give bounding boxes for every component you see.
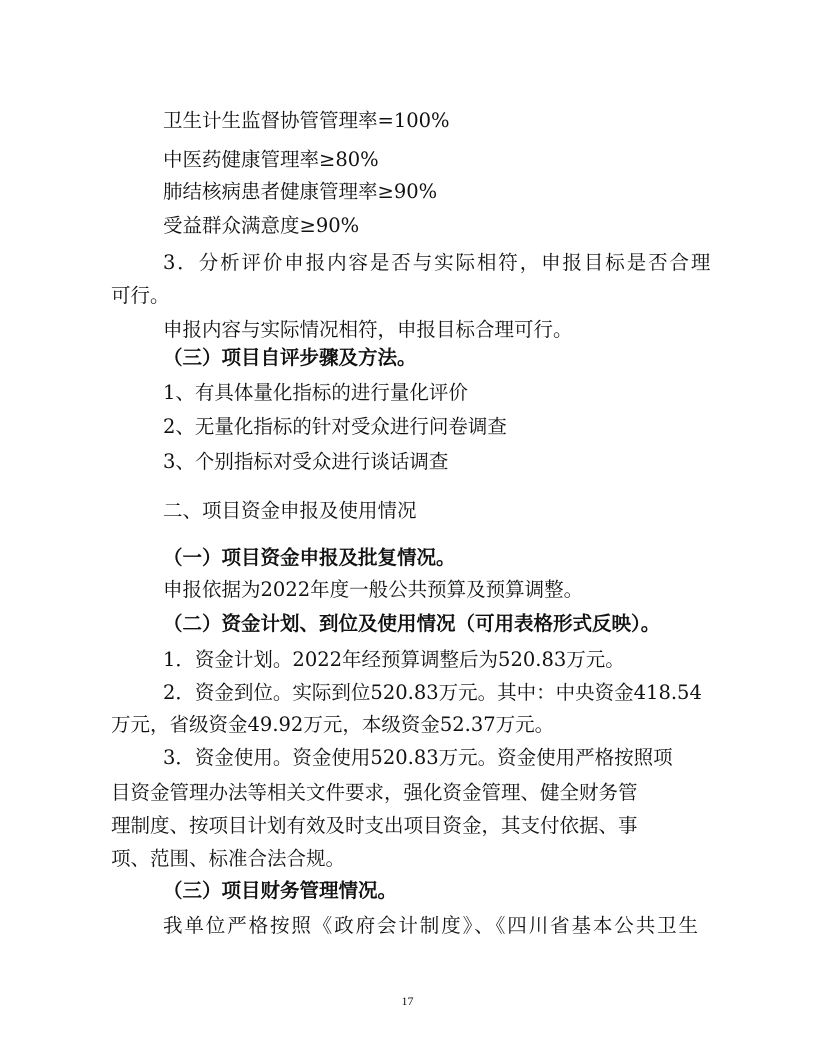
- text-line: 1．资金计划。2022年经预算调整后为520.83万元。: [163, 648, 625, 671]
- text-line: 中医药健康管理率≥80%: [163, 148, 379, 171]
- text-line: 受益群众满意度≥90%: [163, 214, 360, 237]
- text-line: 2．资金到位。实际到位520.83万元。其中：中央资金418.54: [163, 681, 702, 704]
- text-line: 3、个别指标对受众进行谈话调查: [163, 450, 449, 473]
- text-line: 肺结核病患者健康管理率≥90%: [163, 180, 438, 203]
- text-line: 理制度、按项目计划有效及时支出项目资金，其支付依据、事: [111, 814, 638, 837]
- page-number: 17: [401, 994, 414, 1008]
- text-line: 可行。: [111, 284, 170, 307]
- chapter-heading: 二、项目资金申报及使用情况: [163, 499, 417, 522]
- section-heading: （二）资金计划、到位及使用情况（可用表格形式反映）。: [163, 612, 661, 635]
- text-line: 1、有具体量化指标的进行量化评价: [163, 381, 468, 404]
- text-line: 万元，省级资金49.92万元，本级资金52.37万元。: [111, 713, 555, 736]
- section-heading: （一）项目资金申报及批复情况。: [163, 546, 456, 569]
- text-line: 卫生计生监督协管管理率=100%: [163, 109, 450, 132]
- text-line: 3．资金使用。资金使用520.83万元。资金使用严格按照项: [163, 746, 673, 769]
- section-heading: （三）项目自评步骤及方法。: [163, 346, 417, 369]
- text-line: 申报内容与实际情况相符，申报目标合理可行。: [163, 318, 573, 341]
- text-line: 2、无量化指标的针对受众进行问卷调查: [163, 415, 507, 438]
- text-line: 申报依据为2022年度一般公共预算及预算调整。: [163, 578, 584, 601]
- text-line: 项、范围、标准合法合规。: [111, 847, 346, 870]
- section-heading: （三）项目财务管理情况。: [163, 879, 398, 902]
- text-line: 3．分析评价申报内容是否与实际相符，申报目标是否合理: [163, 251, 713, 274]
- text-line: 目资金管理办法等相关文件要求，强化资金管理、健全财务管: [111, 781, 638, 804]
- text-line: 我单位严格按照《政府会计制度》、《四川省基本公共卫生: [163, 914, 700, 937]
